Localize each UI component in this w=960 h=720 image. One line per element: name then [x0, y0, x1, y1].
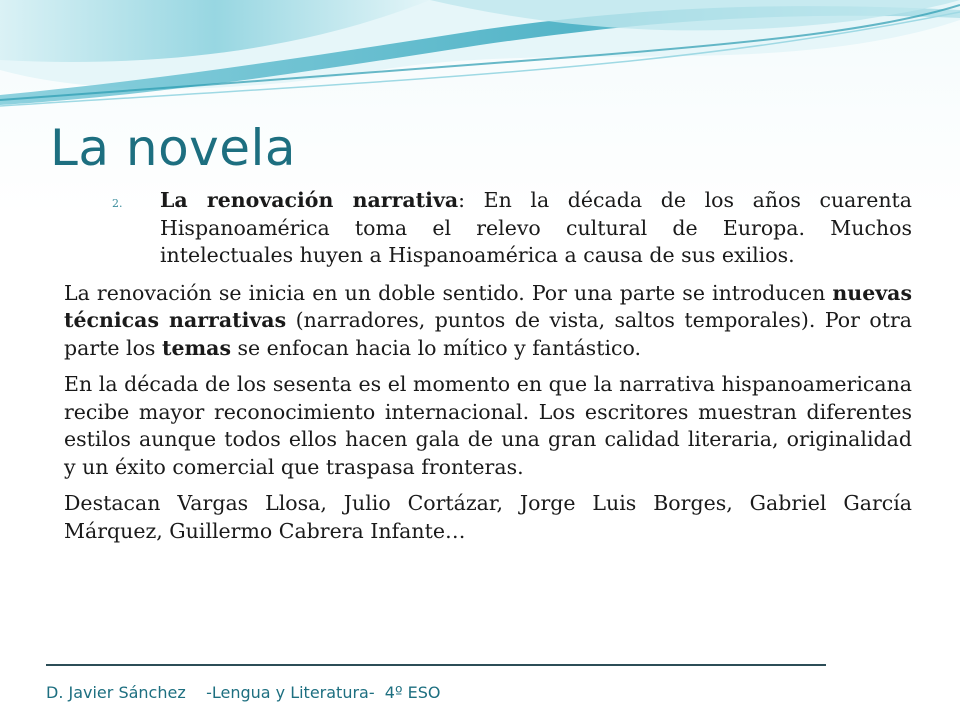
- footer-text: D. Javier Sánchez -Lengua y Literatura- 4º ESO: [46, 683, 441, 702]
- paragraph-renovacion-part1: La renovación se inicia en un doble sentido. Por una parte se introducen: [64, 280, 833, 305]
- paragraph-renovacion-part2: (narradores, puntos de vista, saltos temporales). Por otra parte los: [64, 308, 912, 360]
- paragraph-renovacion-bold2: temas: [161, 335, 231, 360]
- item-text: : En la década de los años cuarenta Hispanoamérica toma el relevo cultural de Europa. Muchos intelectuales huyen a Hispanoamérica a causa de sus exilios.: [160, 188, 912, 267]
- paragraph-autores: Destacan Vargas Llosa, Julio Cortázar, Jorge Luis Borges, Gabriel García Márquez, Guillermo Cabrera Infante…: [64, 491, 912, 543]
- slide-title: La novela: [50, 119, 297, 177]
- slide-body: [64, 187, 912, 554]
- item-number: 2.: [112, 197, 123, 210]
- paragraph-sesenta: En la década de los sesenta es el momento en que la narrativa hispanoamericana recibe mayor reconocimiento internacional. Los escritores muestran diferentes estilos aunque todos ellos hacen gala de una gran calidad literaria, originalidad y un éxito comercial que traspasa fronteras.: [64, 372, 912, 479]
- wave-decoration: [0, 0, 960, 120]
- paragraph-renovacion-part3: se enfocan hacia lo mítico y fantástico.: [231, 335, 641, 360]
- item-heading: La renovación narrativa: [160, 188, 459, 212]
- footer-divider: [46, 664, 826, 666]
- paragraph-renovacion-bold1: nuevas técnicas narrativas: [64, 280, 912, 332]
- paragraph-renovacion: [64, 280, 912, 363]
- numbered-item: [64, 187, 912, 270]
